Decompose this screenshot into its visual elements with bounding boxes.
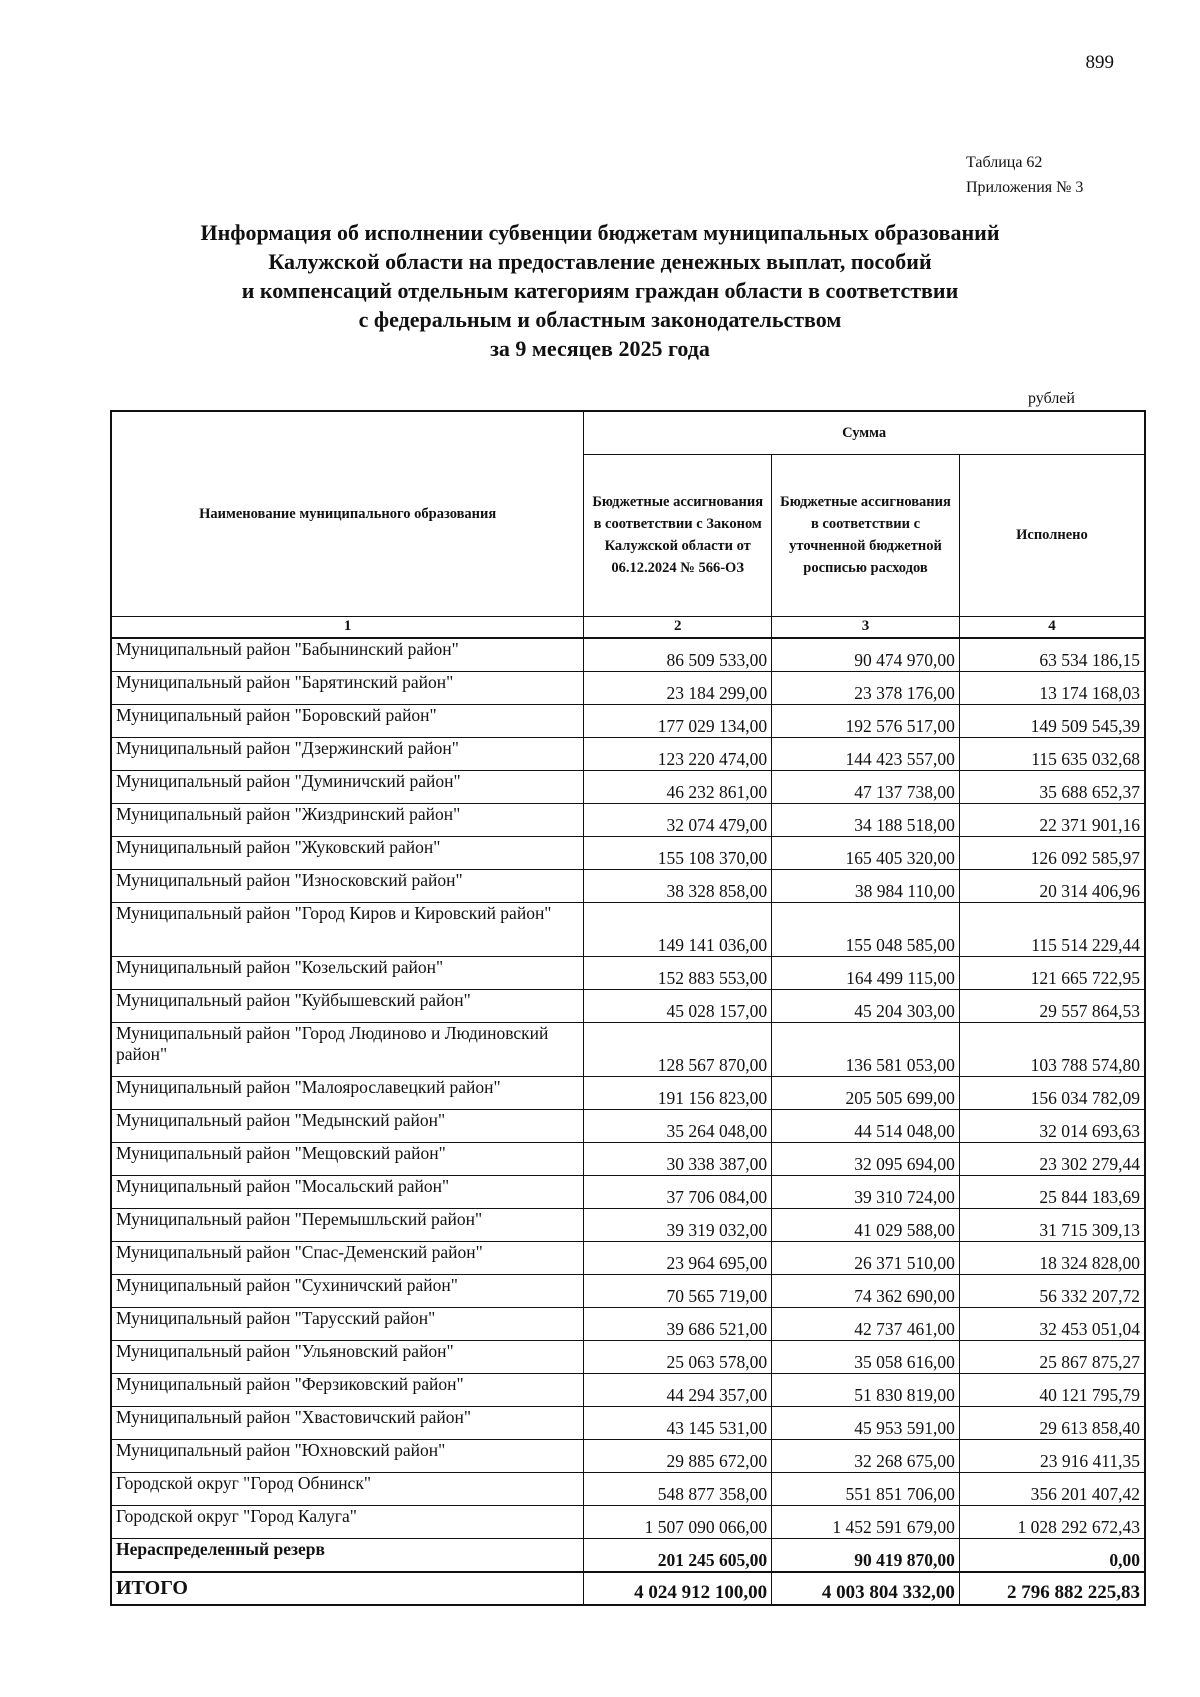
table-row xyxy=(111,671,1145,704)
executed-value: 56 332 207,72 xyxy=(959,1274,1145,1307)
municipality-name: Муниципальный район "Мещовский район" xyxy=(111,1142,584,1175)
column-number: 1 xyxy=(111,616,584,638)
municipality-name: Муниципальный район "Куйбышевский район" xyxy=(111,989,584,1022)
total-refined-allocation: 4 003 804 332,00 xyxy=(772,1572,960,1605)
table-row xyxy=(111,1340,1145,1373)
municipality-name: Муниципальный район "Мосальский район" xyxy=(111,1175,584,1208)
table-row xyxy=(111,902,1145,956)
executed-value: 121 665 722,95 xyxy=(959,956,1145,989)
municipality-name: Муниципальный район "Перемышльский район" xyxy=(111,1208,584,1241)
municipality-name: Муниципальный район "Ферзиковский район" xyxy=(111,1373,584,1406)
executed-value: 156 034 782,09 xyxy=(959,1076,1145,1109)
refined-allocation-value: 47 137 738,00 xyxy=(772,770,960,803)
executed-value: 149 509 545,39 xyxy=(959,704,1145,737)
refined-allocation-value: 45 953 591,00 xyxy=(772,1406,960,1439)
table-row xyxy=(111,989,1145,1022)
refined-allocation-value: 42 737 461,00 xyxy=(772,1307,960,1340)
refined-allocation-value: 35 058 616,00 xyxy=(772,1340,960,1373)
executed-value: 126 092 585,97 xyxy=(959,836,1145,869)
units-label: рублей xyxy=(1028,390,1075,407)
municipality-name: Муниципальный район "Износковский район" xyxy=(111,869,584,902)
municipality-name: Муниципальный район "Город Киров и Кировский район" xyxy=(111,902,584,956)
law-allocation-value: 201 245 605,00 xyxy=(584,1538,772,1572)
law-allocation-value: 548 877 358,00 xyxy=(584,1472,772,1505)
header-col3: Бюджетные ассигнования в соответствии с уточненной бюджетной росписью расходов xyxy=(772,454,960,616)
law-allocation-value: 152 883 553,00 xyxy=(584,956,772,989)
municipality-name: Муниципальный район "Спас-Деменский район" xyxy=(111,1241,584,1274)
law-allocation-value: 123 220 474,00 xyxy=(584,737,772,770)
law-allocation-value: 45 028 157,00 xyxy=(584,989,772,1022)
municipality-name: Муниципальный район "Малоярославецкий район" xyxy=(111,1076,584,1109)
appendix-label: Приложения № 3 xyxy=(966,179,1084,196)
table-row xyxy=(111,1307,1145,1340)
executed-value: 32 453 051,04 xyxy=(959,1307,1145,1340)
header-col4: Исполнено xyxy=(959,454,1145,616)
municipality-name: Муниципальный район "Жуковский район" xyxy=(111,836,584,869)
municipality-name: Городской округ "Город Калуга" xyxy=(111,1505,584,1538)
refined-allocation-value: 205 505 699,00 xyxy=(772,1076,960,1109)
header-sum-group: Сумма xyxy=(584,411,1145,454)
header-col2: Бюджетные ассигнования в соответствии с Законом Калужской области от 06.12.2024 № 566-ОЗ xyxy=(584,454,772,616)
municipality-name: Муниципальный район "Ульяновский район" xyxy=(111,1340,584,1373)
refined-allocation-value: 26 371 510,00 xyxy=(772,1241,960,1274)
executed-value: 25 867 875,27 xyxy=(959,1340,1145,1373)
law-allocation-value: 155 108 370,00 xyxy=(584,836,772,869)
column-numbers-row xyxy=(111,616,1145,638)
table-row xyxy=(111,1373,1145,1406)
municipality-name: Муниципальный район "Хвастовичский район" xyxy=(111,1406,584,1439)
law-allocation-value: 35 264 048,00 xyxy=(584,1109,772,1142)
table-row xyxy=(111,1175,1145,1208)
executed-value: 115 635 032,68 xyxy=(959,737,1145,770)
refined-allocation-value: 41 029 588,00 xyxy=(772,1208,960,1241)
executed-value: 23 302 279,44 xyxy=(959,1142,1145,1175)
law-allocation-value: 44 294 357,00 xyxy=(584,1373,772,1406)
table-row xyxy=(111,1208,1145,1241)
municipality-name: Муниципальный район "Медынский район" xyxy=(111,1109,584,1142)
title-line: Калужской области на предоставление денежных выплат, пособий xyxy=(268,249,932,274)
refined-allocation-value: 34 188 518,00 xyxy=(772,803,960,836)
law-allocation-value: 39 686 521,00 xyxy=(584,1307,772,1340)
refined-allocation-value: 165 405 320,00 xyxy=(772,836,960,869)
municipality-name: Муниципальный район "Дзержинский район" xyxy=(111,737,584,770)
table-row xyxy=(111,1241,1145,1274)
law-allocation-value: 38 328 858,00 xyxy=(584,869,772,902)
executed-value: 22 371 901,16 xyxy=(959,803,1145,836)
document-title xyxy=(120,218,1080,363)
executed-value: 25 844 183,69 xyxy=(959,1175,1145,1208)
header-name-column: Наименование муниципального образования xyxy=(111,411,584,616)
law-allocation-value: 37 706 084,00 xyxy=(584,1175,772,1208)
refined-allocation-value: 44 514 048,00 xyxy=(772,1109,960,1142)
municipality-name: Городской округ "Город Обнинск" xyxy=(111,1472,584,1505)
municipality-name: Муниципальный район "Думиничский район" xyxy=(111,770,584,803)
law-allocation-value: 39 319 032,00 xyxy=(584,1208,772,1241)
executed-value: 0,00 xyxy=(959,1538,1145,1572)
column-number: 4 xyxy=(959,616,1145,638)
refined-allocation-value: 51 830 819,00 xyxy=(772,1373,960,1406)
table-row xyxy=(111,1472,1145,1505)
executed-value: 63 534 186,15 xyxy=(959,638,1145,672)
table-row xyxy=(111,1274,1145,1307)
refined-allocation-value: 39 310 724,00 xyxy=(772,1175,960,1208)
title-line: с федеральным и областным законодательством xyxy=(358,307,842,332)
law-allocation-value: 191 156 823,00 xyxy=(584,1076,772,1109)
municipality-name: Нераспределенный резерв xyxy=(111,1538,584,1572)
table-row xyxy=(111,1505,1145,1538)
executed-value: 31 715 309,13 xyxy=(959,1208,1145,1241)
executed-value: 13 174 168,03 xyxy=(959,671,1145,704)
executed-value: 103 788 574,80 xyxy=(959,1022,1145,1076)
law-allocation-value: 1 507 090 066,00 xyxy=(584,1505,772,1538)
total-row xyxy=(111,1572,1145,1605)
table-row xyxy=(111,803,1145,836)
refined-allocation-value: 144 423 557,00 xyxy=(772,737,960,770)
title-line: и компенсаций отдельным категориям граждан области в соответствии xyxy=(241,278,959,303)
table-row xyxy=(111,869,1145,902)
law-allocation-value: 177 029 134,00 xyxy=(584,704,772,737)
table-row xyxy=(111,1439,1145,1472)
column-number: 2 xyxy=(584,616,772,638)
executed-value: 40 121 795,79 xyxy=(959,1373,1145,1406)
municipality-name: Муниципальный район "Юхновский район" xyxy=(111,1439,584,1472)
refined-allocation-value: 90 474 970,00 xyxy=(772,638,960,672)
total-executed: 2 796 882 225,83 xyxy=(959,1572,1145,1605)
table-row xyxy=(111,704,1145,737)
budget-table xyxy=(110,410,1146,1606)
refined-allocation-value: 1 452 591 679,00 xyxy=(772,1505,960,1538)
municipality-name: Муниципальный район "Бабынинский район" xyxy=(111,638,584,672)
total-law-allocation: 4 024 912 100,00 xyxy=(584,1572,772,1605)
table-row xyxy=(111,1406,1145,1439)
municipality-name: Муниципальный район "Жиздринский район" xyxy=(111,803,584,836)
refined-allocation-value: 551 851 706,00 xyxy=(772,1472,960,1505)
law-allocation-value: 46 232 861,00 xyxy=(584,770,772,803)
executed-value: 1 028 292 672,43 xyxy=(959,1505,1145,1538)
executed-value: 356 201 407,42 xyxy=(959,1472,1145,1505)
table-row xyxy=(111,1109,1145,1142)
municipality-name: Муниципальный район "Город Людиново и Людиновский район" xyxy=(111,1022,584,1076)
executed-value: 29 613 858,40 xyxy=(959,1406,1145,1439)
title-line: Информация об исполнении субвенции бюджетам муниципальных образований xyxy=(200,220,1000,245)
law-allocation-value: 29 885 672,00 xyxy=(584,1439,772,1472)
table-row xyxy=(111,956,1145,989)
refined-allocation-value: 74 362 690,00 xyxy=(772,1274,960,1307)
table-row xyxy=(111,1538,1145,1572)
total-label: ИТОГО xyxy=(111,1572,584,1605)
table-annex-label xyxy=(966,150,1083,200)
municipality-name: Муниципальный район "Боровский район" xyxy=(111,704,584,737)
refined-allocation-value: 45 204 303,00 xyxy=(772,989,960,1022)
law-allocation-value: 70 565 719,00 xyxy=(584,1274,772,1307)
executed-value: 18 324 828,00 xyxy=(959,1241,1145,1274)
executed-value: 29 557 864,53 xyxy=(959,989,1145,1022)
table-row xyxy=(111,836,1145,869)
law-allocation-value: 149 141 036,00 xyxy=(584,902,772,956)
law-allocation-value: 32 074 479,00 xyxy=(584,803,772,836)
refined-allocation-value: 38 984 110,00 xyxy=(772,869,960,902)
law-allocation-value: 86 509 533,00 xyxy=(584,638,772,672)
municipality-name: Муниципальный район "Козельский район" xyxy=(111,956,584,989)
refined-allocation-value: 164 499 115,00 xyxy=(772,956,960,989)
table-row xyxy=(111,638,1145,672)
law-allocation-value: 23 964 695,00 xyxy=(584,1241,772,1274)
law-allocation-value: 43 145 531,00 xyxy=(584,1406,772,1439)
table-row xyxy=(111,1142,1145,1175)
law-allocation-value: 25 063 578,00 xyxy=(584,1340,772,1373)
refined-allocation-value: 32 095 694,00 xyxy=(772,1142,960,1175)
page-number: 899 xyxy=(1085,52,1114,73)
law-allocation-value: 128 567 870,00 xyxy=(584,1022,772,1076)
refined-allocation-value: 32 268 675,00 xyxy=(772,1439,960,1472)
refined-allocation-value: 90 419 870,00 xyxy=(772,1538,960,1572)
executed-value: 20 314 406,96 xyxy=(959,869,1145,902)
column-number: 3 xyxy=(772,616,960,638)
table-row xyxy=(111,1076,1145,1109)
executed-value: 115 514 229,44 xyxy=(959,902,1145,956)
executed-value: 32 014 693,63 xyxy=(959,1109,1145,1142)
executed-value: 23 916 411,35 xyxy=(959,1439,1145,1472)
municipality-name: Муниципальный район "Тарусский район" xyxy=(111,1307,584,1340)
refined-allocation-value: 23 378 176,00 xyxy=(772,671,960,704)
refined-allocation-value: 155 048 585,00 xyxy=(772,902,960,956)
table-label: Таблица 62 xyxy=(966,154,1043,171)
title-line: за 9 месяцев 2025 года xyxy=(490,336,710,361)
table-row xyxy=(111,737,1145,770)
executed-value: 35 688 652,37 xyxy=(959,770,1145,803)
table-row xyxy=(111,770,1145,803)
law-allocation-value: 30 338 387,00 xyxy=(584,1142,772,1175)
law-allocation-value: 23 184 299,00 xyxy=(584,671,772,704)
municipality-name: Муниципальный район "Сухиничский район" xyxy=(111,1274,584,1307)
table-row xyxy=(111,1022,1145,1076)
refined-allocation-value: 136 581 053,00 xyxy=(772,1022,960,1076)
refined-allocation-value: 192 576 517,00 xyxy=(772,704,960,737)
municipality-name: Муниципальный район "Барятинский район" xyxy=(111,671,584,704)
